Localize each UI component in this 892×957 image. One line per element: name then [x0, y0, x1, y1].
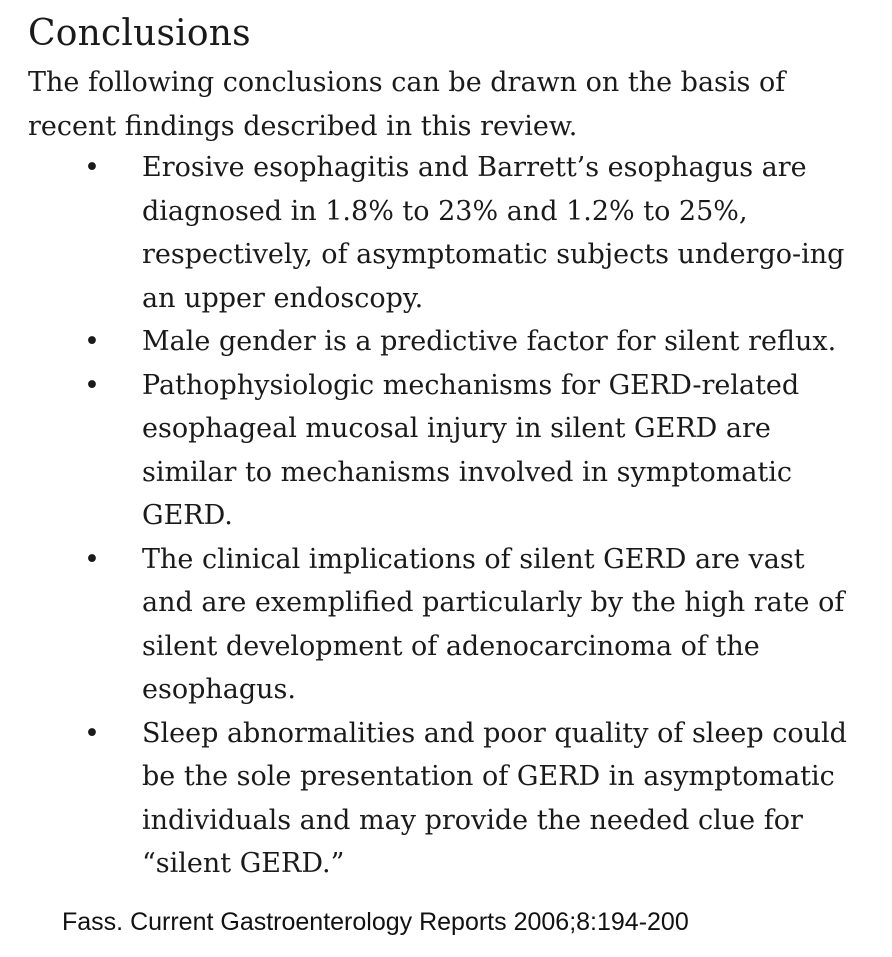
bullet-icon: •: [84, 369, 100, 401]
list-item: [0, 364, 862, 538]
bullet-icon: •: [84, 717, 100, 749]
conclusions-list: [0, 146, 892, 886]
citation: Fass. Current Gastroenterology Reports 2006;8:194-200: [62, 908, 689, 936]
list-item: [0, 712, 862, 886]
bullet-icon: •: [84, 543, 100, 575]
list-item-text: The clinical implications of silent GERD are vast and are exemplified particularly by the high rate of silent development of adenocarcinoma of the esophagus.: [142, 543, 845, 705]
list-item: [0, 146, 862, 320]
list-item-text: Erosive esophagitis and Barrett’s esophagus are diagnosed in 1.8% to 23% and 1.2% to 25%, respectively, of asymptomatic subjects undergo-ing an upper endoscopy.: [142, 152, 845, 314]
intro-paragraph: The following conclusions can be drawn on the basis of recent findings described in this review.: [28, 67, 786, 142]
bullet-icon: •: [84, 326, 100, 357]
list-item: [0, 538, 862, 712]
list-item-text: Pathophysiologic mechanisms for GERD-related esophageal mucosal injury in silent GERD are similar to mechanisms involved in symptomatic GERD.: [142, 369, 800, 531]
bullet-icon: •: [84, 152, 100, 183]
list-item-text: Male gender is a predictive factor for silent reflux.: [142, 326, 837, 357]
page-title: Conclusions: [28, 13, 251, 54]
list-item: [0, 320, 862, 364]
list-item-text: Sleep abnormalities and poor quality of sleep could be the sole presentation of GERD in asymptomatic individuals and may provide the needed clue for “silent GERD.”: [142, 717, 847, 879]
